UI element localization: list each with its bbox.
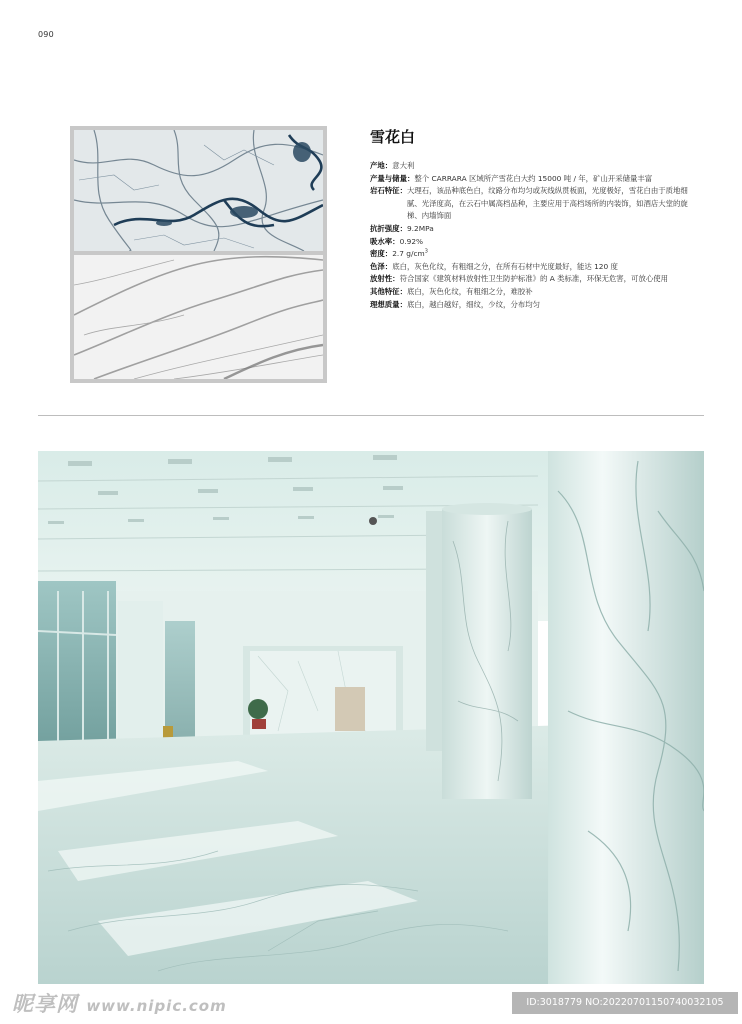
spec-value: 底白，灰色化纹，有粗细之分，难胶补: [406, 286, 533, 296]
spec-value: 0.92%: [399, 236, 424, 246]
spec-flexural-strength: [370, 223, 700, 236]
spec-color: [370, 261, 700, 274]
spec-label: 产量与储量：: [370, 173, 415, 183]
spec-label: 岩石特征：: [370, 186, 407, 196]
spec-value: [392, 248, 700, 261]
spec-other-features: [370, 286, 700, 299]
spec-value: 意大利: [392, 161, 415, 170]
spec-output-reserves: [370, 173, 700, 186]
watermark-logo-text: 昵享网: [12, 992, 78, 1016]
marble-swatch-dark-veins: [74, 130, 323, 251]
spec-value: 整个 CARRARA 区域所产雪花白大约 15000 吨 / 年，矿山开采储量丰富: [414, 173, 653, 183]
spec-value: 底白，越白越好，细纹，少纹，分布均匀: [406, 299, 541, 309]
spec-value: 9.2MPa: [406, 223, 434, 233]
density-value: 2.7 g/cm: [392, 249, 425, 259]
density-unit-superscript: 3: [424, 248, 428, 255]
spec-origin: [370, 160, 700, 173]
marble-swatch-light-veins: [74, 255, 323, 379]
watermark-url: www.nipic.com: [86, 997, 227, 1015]
spec-water-absorption: [370, 236, 700, 249]
spec-value: 底白，灰色化纹，有粗细之分，在所有石材中光度最好，能达 120 度: [392, 261, 618, 271]
watermark-logo: [12, 988, 227, 1018]
spec-label: 抗折强度：: [370, 223, 407, 233]
spec-density: [370, 248, 700, 261]
spec-list: [370, 160, 700, 311]
spec-value: 大理石，该品种底色白，纹路分布均匀或灰线纵贯板面，光度极好，雪花白由于质地细腻、光泽度高，在云石中属高档品种，主要应用于高档场所的内装饰，如酒店大堂的旋梯、内墙饰面: [406, 186, 688, 221]
spec-label: 理想质量：: [370, 299, 407, 309]
marble-lobby-photo: [38, 451, 704, 984]
page-number: 090: [38, 30, 54, 39]
spec-label: 吸水率：: [370, 236, 400, 246]
spec-label: 其他特征：: [370, 286, 407, 296]
spec-label: 密度：: [370, 249, 393, 259]
spec-ideal-quality: [370, 299, 700, 312]
watermark-id: ID:3018779 NO:20220701150740032105: [512, 992, 738, 1014]
stone-title: 雪花白: [370, 128, 416, 146]
spec-rock-features: [370, 185, 700, 223]
spec-label: 产地：: [370, 161, 393, 170]
spec-label: 放射性：: [370, 274, 400, 284]
spec-label: 色泽：: [370, 261, 393, 271]
spec-radioactivity: [370, 273, 700, 286]
spec-value: 符合国家《建筑材料放射性卫生防护标准》的 A 类标准，环保无危害，可放心使用: [399, 274, 669, 284]
section-divider: [38, 415, 704, 416]
